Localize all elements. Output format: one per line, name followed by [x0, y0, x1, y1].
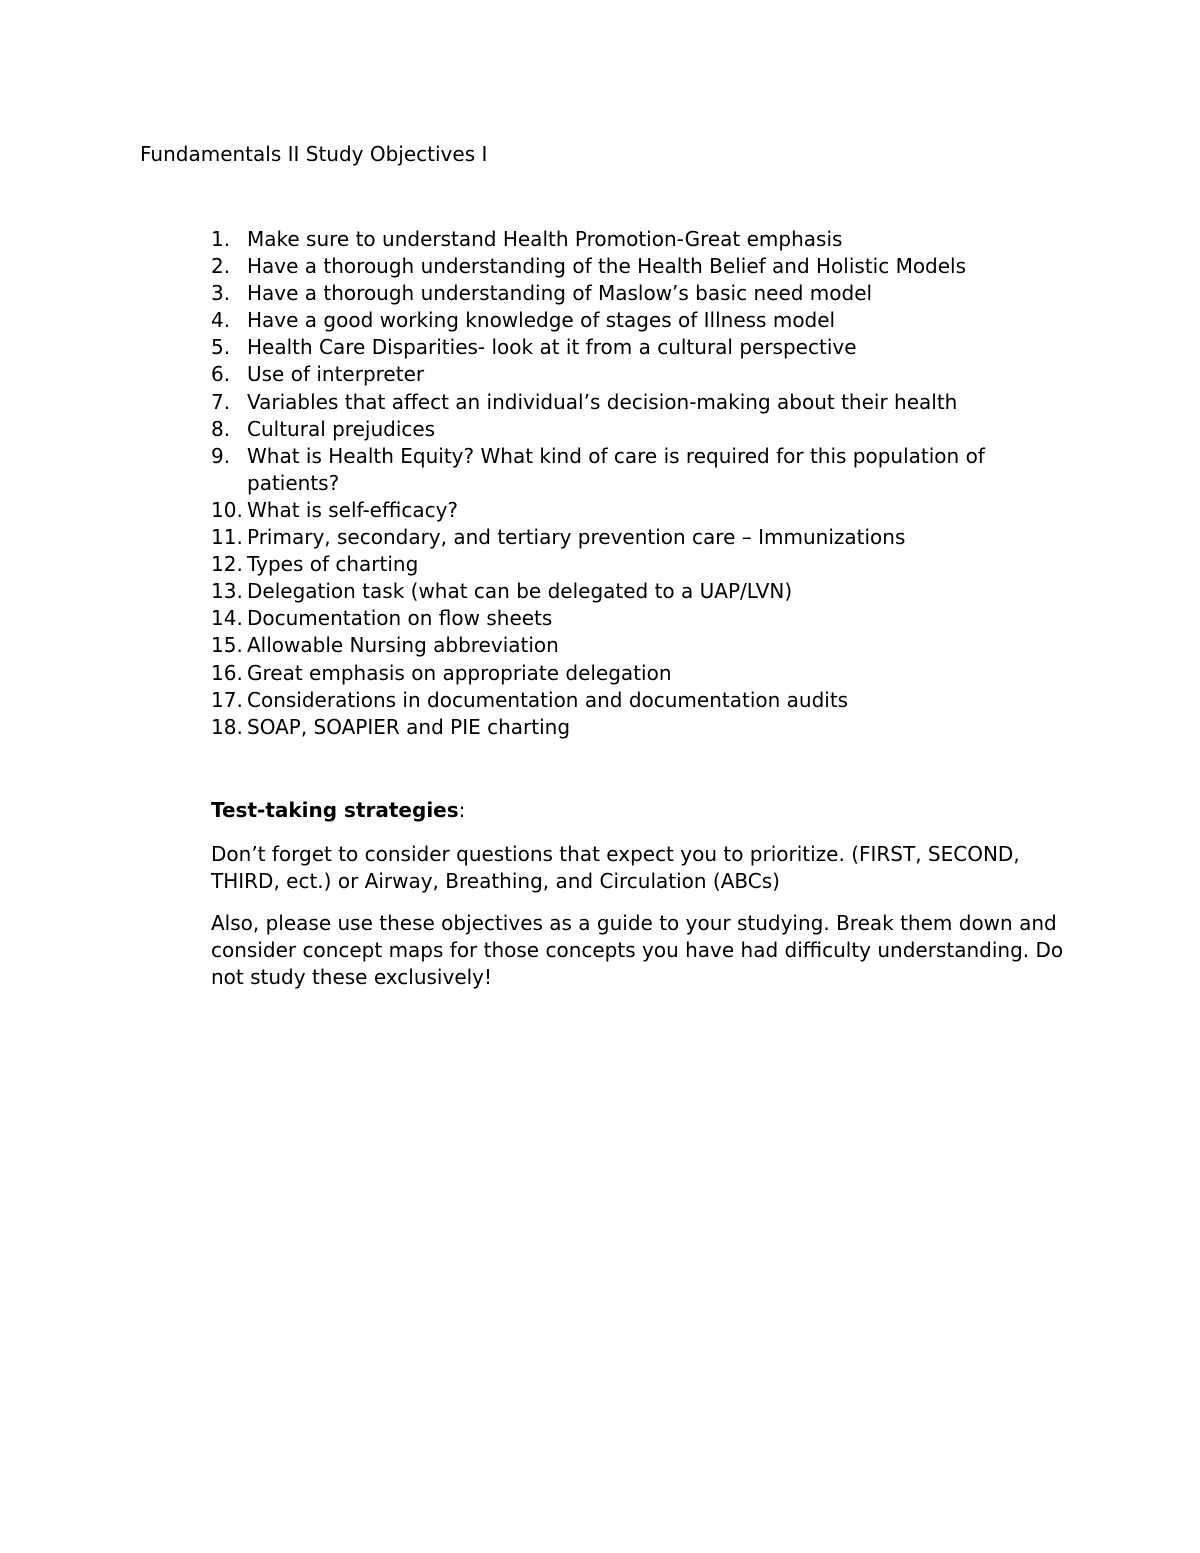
objective-number: 6.: [211, 362, 231, 387]
document-title: Fundamentals II Study Objectives I: [140, 142, 488, 166]
objective-item: [211, 280, 1071, 307]
strategies-heading-text: Test-taking strategies: [211, 798, 459, 822]
objective-item: [211, 578, 1071, 605]
strategies-heading-colon: :: [458, 798, 466, 822]
objective-number: 13.: [211, 579, 243, 604]
objective-item: [211, 497, 1071, 524]
objective-number: 3.: [211, 281, 231, 306]
objective-text: Primary, secondary, and tertiary prevention care – Immunizations: [247, 525, 906, 550]
objective-text: Have a thorough understanding of Maslow’s basic need model: [247, 281, 873, 306]
objective-text: Types of charting: [247, 552, 419, 577]
objective-item: [211, 389, 1071, 416]
objective-item: [211, 605, 1071, 632]
objective-number: 4.: [211, 308, 231, 333]
objective-text: Allowable Nursing abbreviation: [247, 633, 559, 658]
objective-text: Variables that affect an individual’s decision-making about their health: [247, 389, 958, 414]
objective-item: [211, 524, 1071, 551]
objective-number: 10.: [211, 497, 243, 522]
objective-text: Make sure to understand Health Promotion-Great emphasis: [247, 227, 843, 251]
objective-text: Use of interpreter: [247, 362, 425, 387]
objective-text: Delegation task (what can be delegated to a UAP/LVN): [247, 579, 793, 604]
strategies-paragraph-prioritize: Don’t forget to consider questions that expect you to prioritize. (FIRST, SECOND, THIRD, ect.) or Airway, Breathing, and Circulation (ABCs): [211, 842, 1020, 893]
test-taking-strategies-section: [211, 797, 1071, 991]
objective-text: Have a thorough understanding of the Health Belief and Holistic Models: [247, 254, 967, 279]
objective-number: 5.: [211, 335, 231, 360]
objective-item: [211, 361, 1071, 388]
objective-text: Have a good working knowledge of stages of Illness model: [247, 308, 836, 333]
objective-number: 8.: [211, 416, 231, 441]
objective-item: [211, 416, 1071, 443]
objective-number: 2.: [211, 254, 231, 279]
objective-text: SOAP, SOAPIER and PIE charting: [247, 714, 571, 739]
strategies-heading: [211, 797, 1071, 824]
objective-item: [211, 551, 1071, 578]
objective-text: What is self-efficacy?: [247, 497, 459, 522]
objective-item: [211, 714, 1071, 741]
objective-text: Considerations in documentation and documentation audits: [247, 687, 849, 712]
objective-number: 12.: [211, 552, 243, 577]
objective-item: [211, 632, 1071, 659]
objective-text: Documentation on flow sheets: [247, 606, 553, 631]
objective-item: [211, 226, 1071, 253]
objective-text: Health Care Disparities- look at it from a cultural perspective: [247, 335, 857, 360]
objective-number: 11.: [211, 525, 243, 550]
objective-number: 7.: [211, 389, 231, 414]
objective-item: [211, 253, 1071, 280]
objective-text: Great emphasis on appropriate delegation: [247, 660, 672, 685]
objective-number: 18.: [211, 714, 243, 739]
objective-number: 14.: [211, 606, 243, 631]
objective-number: 16.: [211, 660, 243, 685]
objectives-list: [211, 226, 1071, 741]
objective-number: 1.: [211, 227, 231, 251]
objective-item: [211, 334, 1071, 361]
objective-number: 17.: [211, 687, 243, 712]
objective-text: What is Health Equity? What kind of care is required for this population of patients?: [247, 443, 985, 495]
objective-item: [211, 443, 1071, 497]
objective-item: [211, 660, 1071, 687]
objective-number: 15.: [211, 633, 243, 658]
objective-item: [211, 687, 1071, 714]
objective-number: 9.: [211, 443, 231, 468]
objective-item: [211, 307, 1071, 334]
strategies-paragraph-guide: Also, please use these objectives as a guide to your studying. Break them down and consider concept maps for those concepts you have had difficulty understanding. Do not study these exclusively!: [211, 911, 1064, 989]
objective-text: Cultural prejudices: [247, 416, 436, 441]
